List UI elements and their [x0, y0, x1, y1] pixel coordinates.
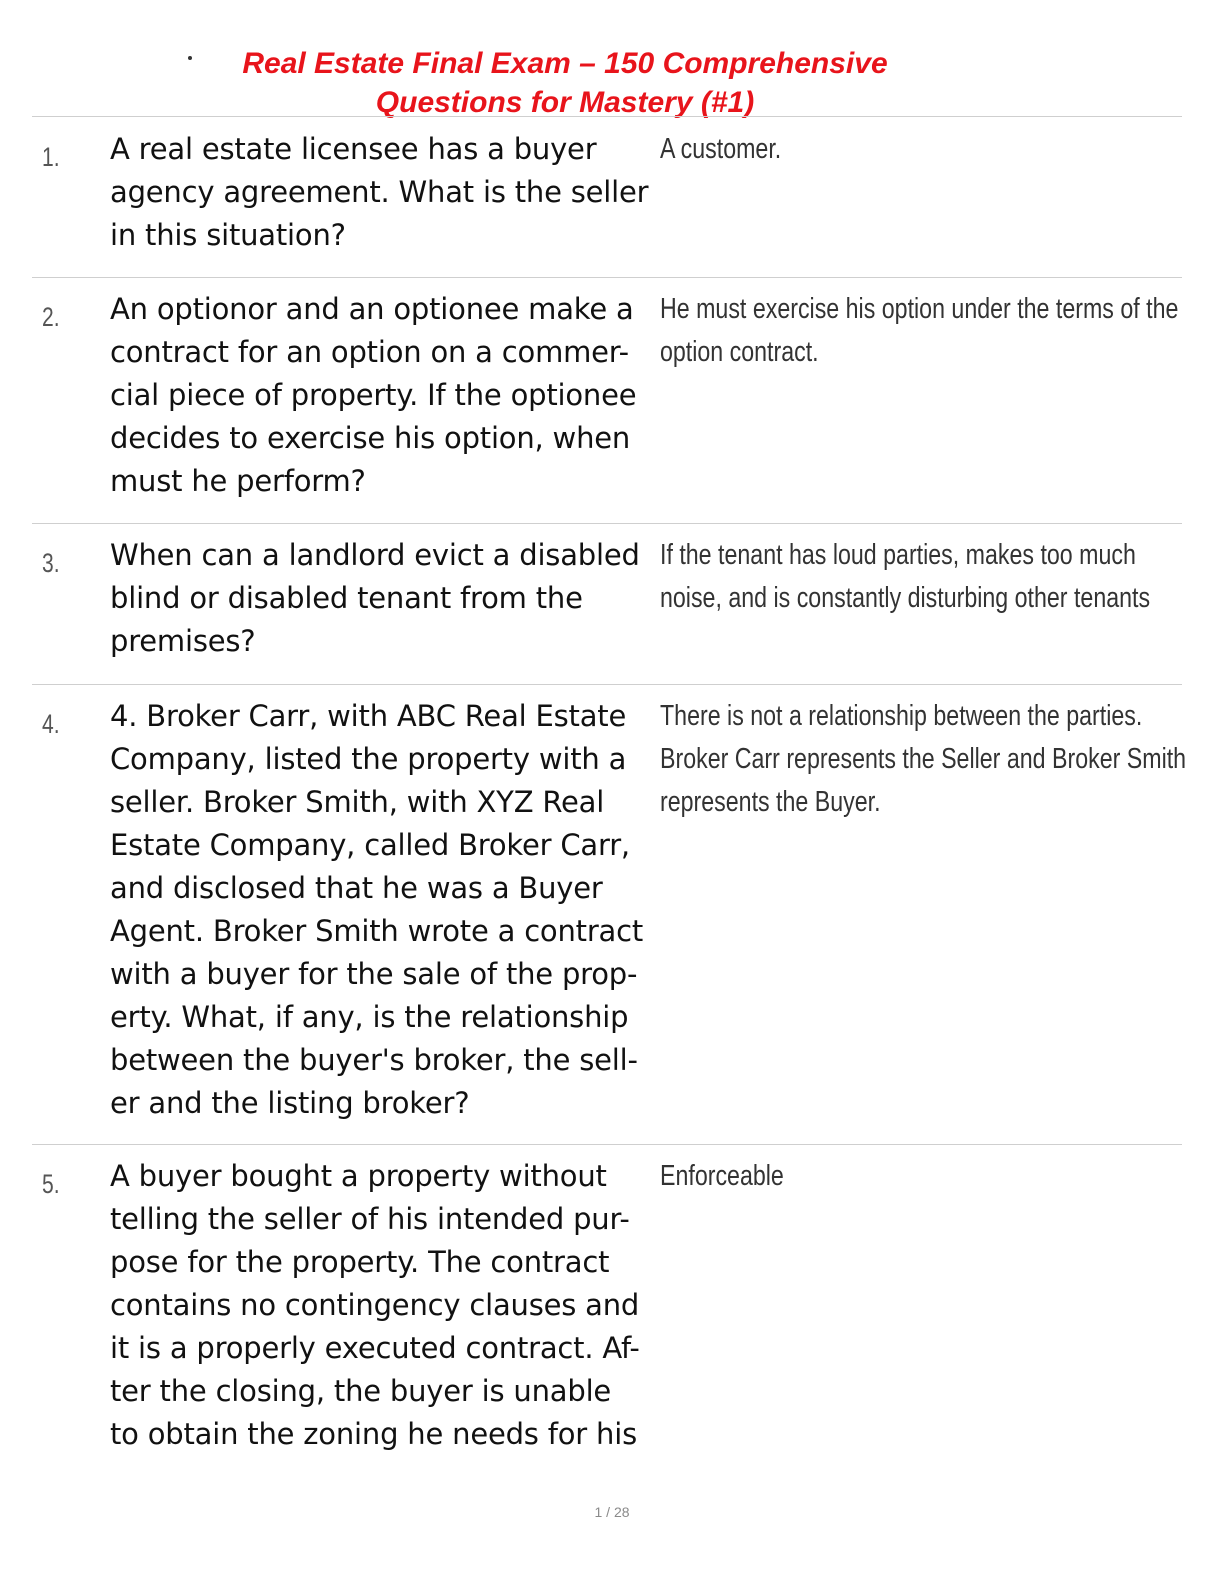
question-row — [32, 278, 1182, 524]
question-line: Company, listed the property with a — [110, 742, 627, 776]
answer-line: He must exercise his option under the terms of the — [660, 293, 1179, 325]
question-row — [32, 524, 1182, 685]
question-line: it is a properly executed contract. Af- — [110, 1331, 640, 1365]
question-line: agency agreement. What is the seller — [110, 175, 649, 209]
question-line: A buyer bought a property without — [110, 1159, 607, 1193]
answer-text — [660, 1155, 1180, 1198]
title-line-2: Questions for Mastery (#1) — [375, 86, 755, 119]
answer-line: A customer. — [660, 133, 782, 165]
question-line: Agent. Broker Smith wrote a contract — [110, 914, 644, 948]
answer-line: Enforceable — [660, 1160, 784, 1192]
question-number: 2. — [42, 302, 60, 332]
answer-text — [660, 288, 1180, 374]
question-line: premises? — [110, 624, 256, 658]
question-line: decides to exercise his option, when — [110, 421, 631, 455]
answer-line: option contract. — [660, 336, 819, 368]
question-line: er and the listing broker? — [110, 1086, 470, 1120]
answer-text — [660, 534, 1180, 620]
answer-line: Broker Carr represents the Seller and Broker Smith — [660, 743, 1187, 775]
question-number: 5. — [42, 1169, 60, 1199]
question-line: between the buyer's broker, the sell- — [110, 1043, 638, 1077]
question-line: When can a landlord evict a disabled — [110, 538, 640, 572]
question-row — [32, 1145, 1182, 1475]
question-text — [110, 1155, 658, 1456]
question-text — [110, 128, 658, 257]
question-text — [110, 288, 658, 503]
question-line: in this situation? — [110, 218, 346, 252]
question-line: An optionor and an optionee make a — [110, 292, 634, 326]
question-row — [32, 118, 1182, 278]
question-number: 4. — [42, 709, 60, 739]
answer-line: If the tenant has loud parties, makes too much — [660, 539, 1136, 571]
question-text — [110, 695, 658, 1125]
question-line: A real estate licensee has a buyer — [110, 132, 597, 166]
question-line: contract for an option on a commer- — [110, 335, 629, 369]
answer-text — [660, 695, 1187, 824]
question-line: must he perform? — [110, 464, 366, 498]
question-line: pose for the property. The contract — [110, 1245, 610, 1279]
question-line: telling the seller of his intended pur- — [110, 1202, 630, 1236]
question-line: to obtain the zoning he needs for his — [110, 1417, 637, 1451]
question-line: contains no contingency clauses and — [110, 1288, 640, 1322]
question-line: with a buyer for the sale of the prop- — [110, 957, 638, 991]
question-text — [110, 534, 658, 663]
title-line-1: Real Estate Final Exam – 150 Comprehensive — [242, 47, 888, 80]
question-line: Estate Company, called Broker Carr, — [110, 828, 630, 862]
answer-line: noise, and is constantly disturbing other tenants — [660, 582, 1151, 614]
answer-line: There is not a relationship between the parties. — [660, 700, 1143, 732]
question-number: 1. — [42, 142, 60, 172]
question-line: ter the closing, the buyer is unable — [110, 1374, 612, 1408]
question-line: erty. What, if any, is the relationship — [110, 1000, 629, 1034]
page-number: 1 / 28 — [594, 1504, 630, 1520]
question-line: blind or disabled tenant from the — [110, 581, 583, 615]
question-row — [32, 685, 1187, 1145]
document-title — [180, 44, 950, 122]
question-line: 4. Broker Carr, with ABC Real Estate — [110, 699, 627, 733]
title-divider — [32, 116, 1182, 117]
question-line: and disclosed that he was a Buyer — [110, 871, 603, 905]
answer-text — [660, 128, 1180, 171]
question-line: seller. Broker Smith, with XYZ Real — [110, 785, 605, 819]
answer-line: represents the Buyer. — [660, 786, 881, 818]
question-list — [32, 118, 1187, 1475]
question-number: 3. — [42, 548, 60, 578]
question-line: cial piece of property. If the optionee — [110, 378, 637, 412]
